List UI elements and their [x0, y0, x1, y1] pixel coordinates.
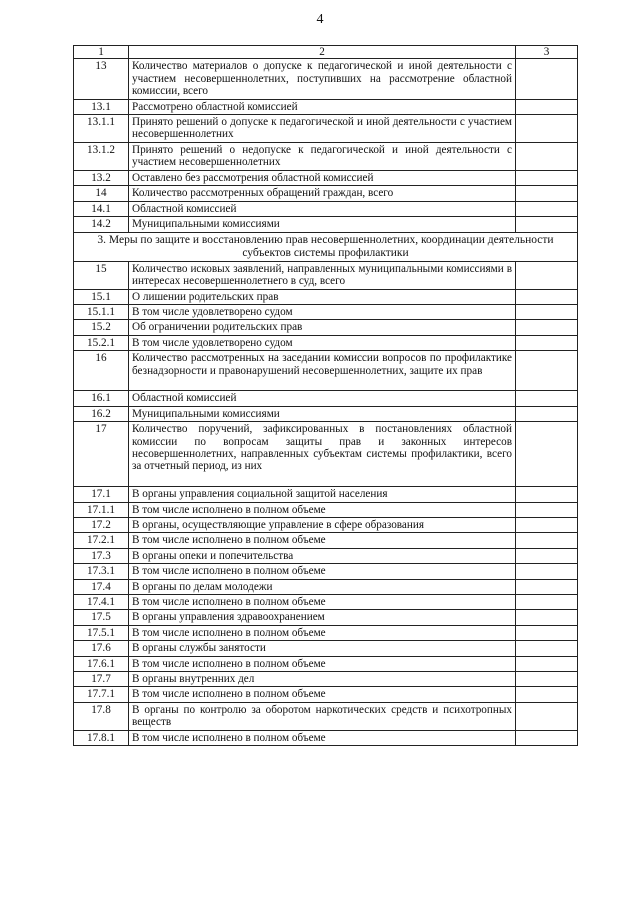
row-number: 13 [74, 59, 129, 99]
row-number: 17.2 [74, 517, 129, 532]
row-value [516, 730, 578, 745]
row-number: 17.7 [74, 671, 129, 686]
row-number: 15.1.1 [74, 305, 129, 320]
table-row [74, 641, 578, 656]
row-text: В органы службы занятости [129, 641, 516, 656]
table-row [74, 115, 578, 143]
row-text: В том числе удовлетворено судом [129, 305, 516, 320]
row-text: В органы внутренних дел [129, 671, 516, 686]
row-number: 17.8.1 [74, 730, 129, 745]
table-row [74, 487, 578, 502]
table-row [74, 730, 578, 745]
table-row [74, 610, 578, 625]
row-text: В органы управления здравоохранением [129, 610, 516, 625]
row-number: 17.8 [74, 702, 129, 730]
row-number: 17.2.1 [74, 533, 129, 548]
table-row [74, 320, 578, 335]
table-row [74, 502, 578, 517]
table-row [74, 289, 578, 304]
row-text: Количество материалов о допуске к педагогической и иной деятельности с участием несовершеннолетних, поступивших на рассмотрение областной комиссии, всего [129, 59, 516, 99]
table-row [74, 217, 578, 232]
row-number: 17.3.1 [74, 564, 129, 579]
table-header-row [74, 46, 578, 59]
row-value [516, 335, 578, 350]
row-value [516, 217, 578, 232]
row-number: 16.2 [74, 406, 129, 421]
row-text: В органы по контролю за оборотом наркотических средств и психотропных веществ [129, 702, 516, 730]
row-number: 17 [74, 422, 129, 487]
row-text: Количество поручений, зафиксированных в постановлениях областной комиссии по вопросам защиты прав и законных интересов несовершеннолетних, направленных субъектам системы профилактики, всего за отчетный период, из них [129, 422, 516, 487]
row-value [516, 487, 578, 502]
row-value [516, 671, 578, 686]
row-text: Рассмотрено областной комиссией [129, 99, 516, 114]
row-value [516, 289, 578, 304]
row-text: В том числе исполнено в полном объеме [129, 594, 516, 609]
table-row [74, 406, 578, 421]
row-text: В том числе исполнено в полном объеме [129, 533, 516, 548]
row-text: В органы, осуществляющие управление в сфере образования [129, 517, 516, 532]
row-text: В органы управления социальной защитой населения [129, 487, 516, 502]
table-row [74, 687, 578, 702]
row-value [516, 186, 578, 201]
row-number: 15 [74, 261, 129, 289]
row-text: Принято решений о недопуске к педагогической и иной деятельности с участием несовершеннолетних [129, 143, 516, 171]
row-value [516, 517, 578, 532]
header-col-1: 1 [74, 46, 129, 59]
row-value [516, 422, 578, 487]
row-value [516, 171, 578, 186]
row-number: 15.2.1 [74, 335, 129, 350]
row-value [516, 594, 578, 609]
row-value [516, 261, 578, 289]
row-value [516, 610, 578, 625]
row-value [516, 702, 578, 730]
row-value [516, 320, 578, 335]
row-text: Об ограничении родительских прав [129, 320, 516, 335]
row-text: В том числе исполнено в полном объеме [129, 564, 516, 579]
row-text: В том числе исполнено в полном объеме [129, 502, 516, 517]
table-row [74, 99, 578, 114]
row-text: В том числе исполнено в полном объеме [129, 730, 516, 745]
table-row [74, 305, 578, 320]
table-row [74, 579, 578, 594]
row-text: Областной комиссией [129, 201, 516, 216]
row-number: 17.5.1 [74, 625, 129, 640]
table-row [74, 625, 578, 640]
table-row [74, 671, 578, 686]
row-number: 15.1 [74, 289, 129, 304]
row-number: 17.1.1 [74, 502, 129, 517]
table-row [74, 351, 578, 391]
row-text: В органы опеки и попечительства [129, 548, 516, 563]
row-text: Количество рассмотренных на заседании комиссии вопросов по профилактике безнадзорности и правонарушений несовершеннолетних, защите их прав [129, 351, 516, 391]
row-text: В том числе исполнено в полном объеме [129, 687, 516, 702]
row-text: Областной комиссией [129, 391, 516, 406]
row-number: 15.2 [74, 320, 129, 335]
row-number: 16 [74, 351, 129, 391]
row-text: Муниципальными комиссиями [129, 217, 516, 232]
row-number: 16.1 [74, 391, 129, 406]
row-number: 17.3 [74, 548, 129, 563]
table-row [74, 702, 578, 730]
table-row [74, 59, 578, 99]
table-row [74, 171, 578, 186]
row-value [516, 564, 578, 579]
row-text: В том числе удовлетворено судом [129, 335, 516, 350]
page-number: 4 [316, 12, 324, 27]
row-value [516, 99, 578, 114]
row-value [516, 351, 578, 391]
row-value [516, 406, 578, 421]
row-text: Количество рассмотренных обращений граждан, всего [129, 186, 516, 201]
row-text: О лишении родительских прав [129, 289, 516, 304]
row-value [516, 687, 578, 702]
table-row [74, 261, 578, 289]
row-number: 17.1 [74, 487, 129, 502]
row-text: В том числе исполнено в полном объеме [129, 656, 516, 671]
table-row [74, 143, 578, 171]
table-row [74, 594, 578, 609]
row-number: 13.1 [74, 99, 129, 114]
table-row [74, 564, 578, 579]
row-value [516, 625, 578, 640]
row-number: 13.1.2 [74, 143, 129, 171]
table-row [74, 656, 578, 671]
table-row [74, 335, 578, 350]
table-row [74, 548, 578, 563]
row-value [516, 59, 578, 99]
row-number: 13.1.1 [74, 115, 129, 143]
row-text: Оставлено без рассмотрения областной комиссией [129, 171, 516, 186]
row-number: 14.2 [74, 217, 129, 232]
row-text: В органы по делам молодежи [129, 579, 516, 594]
report-table [73, 45, 578, 746]
table-row [74, 391, 578, 406]
row-text: Принято решений о допуске к педагогической и иной деятельности с участием несовершеннолетних [129, 115, 516, 143]
row-value [516, 115, 578, 143]
table-row [74, 201, 578, 216]
row-number: 17.7.1 [74, 687, 129, 702]
row-value [516, 548, 578, 563]
row-number: 13.2 [74, 171, 129, 186]
row-number: 17.6.1 [74, 656, 129, 671]
row-value [516, 641, 578, 656]
row-value [516, 656, 578, 671]
row-text: В том числе исполнено в полном объеме [129, 625, 516, 640]
row-value [516, 502, 578, 517]
row-number: 17.5 [74, 610, 129, 625]
table-row [74, 186, 578, 201]
row-value [516, 201, 578, 216]
row-text: Количество исковых заявлений, направленных муниципальными комиссиями в интересах несовершеннолетнего в суд, всего [129, 261, 516, 289]
row-value [516, 143, 578, 171]
row-number: 14 [74, 186, 129, 201]
table-row [74, 517, 578, 532]
row-number: 17.4.1 [74, 594, 129, 609]
table-row [74, 533, 578, 548]
header-col-2: 2 [129, 46, 516, 59]
row-value [516, 391, 578, 406]
row-text: Муниципальными комиссиями [129, 406, 516, 421]
header-col-3: 3 [516, 46, 578, 59]
table-row [74, 422, 578, 487]
section-title: 3. Меры по защите и восстановлению прав несовершеннолетних, координации деятельности субъектов системы профилактики [74, 232, 578, 261]
row-value [516, 579, 578, 594]
section-row [74, 232, 578, 261]
row-value [516, 305, 578, 320]
row-number: 17.6 [74, 641, 129, 656]
row-number: 14.1 [74, 201, 129, 216]
row-value [516, 533, 578, 548]
row-number: 17.4 [74, 579, 129, 594]
